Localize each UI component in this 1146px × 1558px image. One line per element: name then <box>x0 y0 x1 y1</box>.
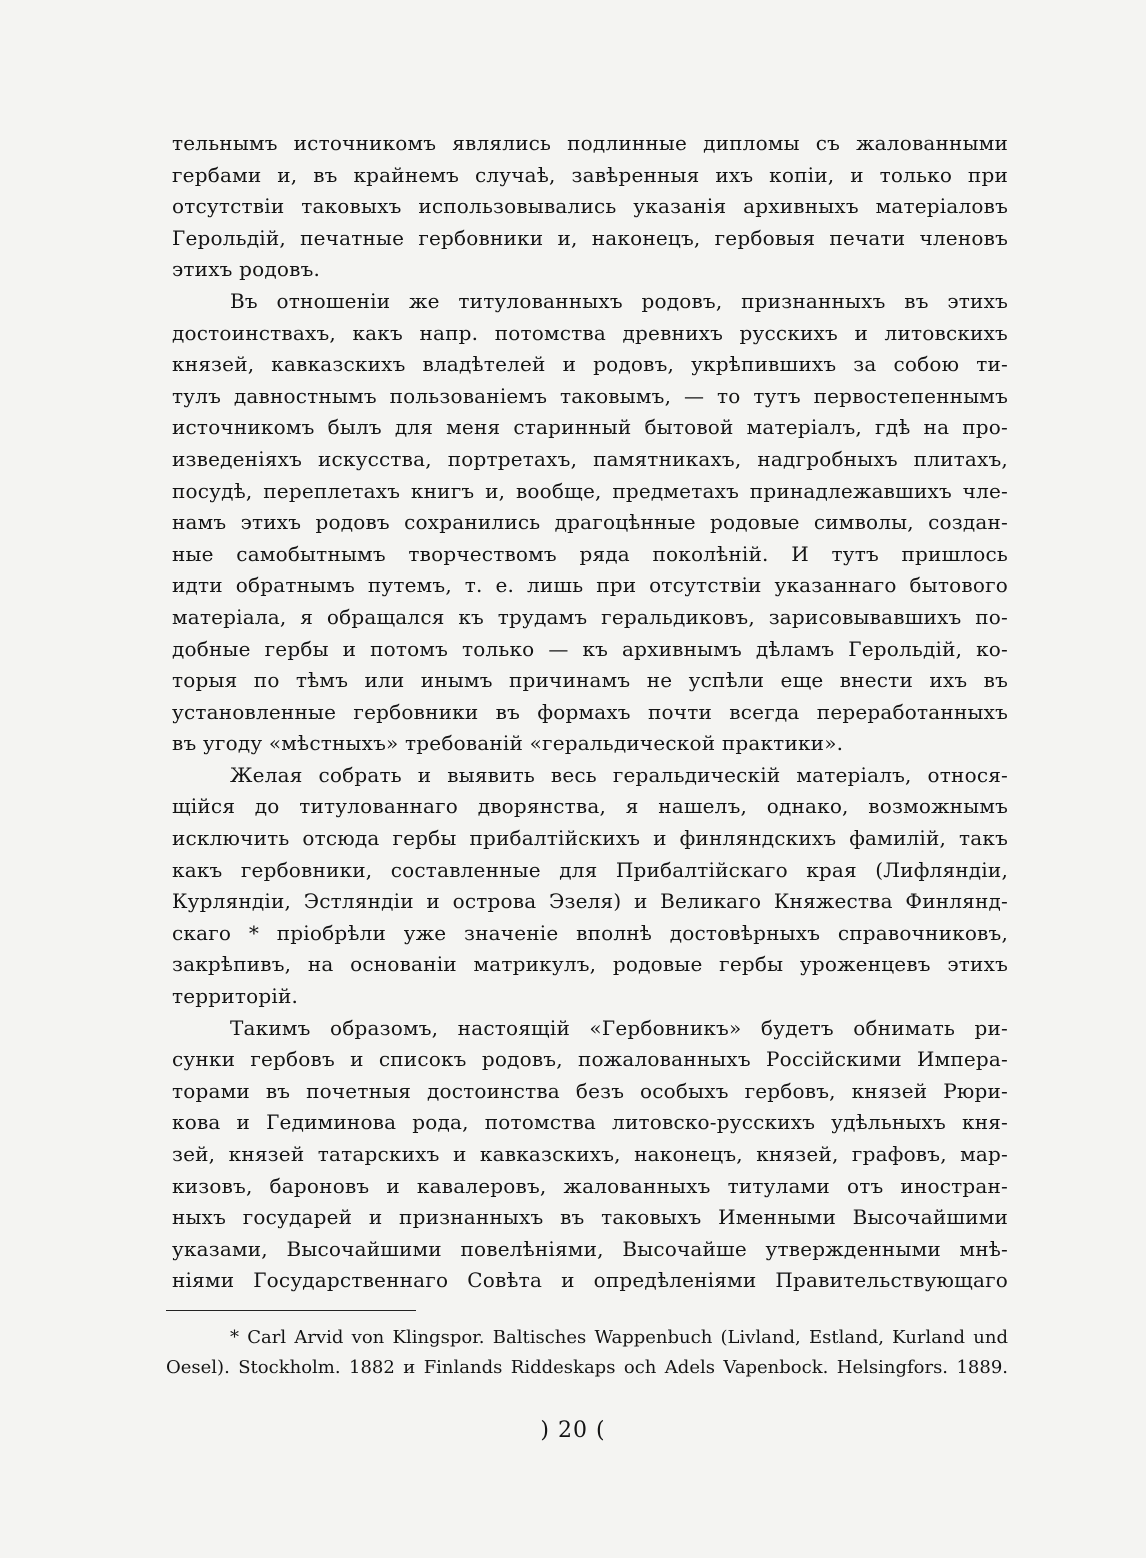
text-line: сунки гербовъ и списокъ родовъ, пожалованныхъ Россійскими Импера- <box>172 1047 1008 1072</box>
page-number: ) 20 ( <box>540 1418 606 1443</box>
text-line: торыя по тѣмъ или инымъ причинамъ не успѣли еще внести ихъ въ <box>172 668 1008 693</box>
text-line: отсутствіи таковыхъ использовывались указанія архивныхъ матеріаловъ <box>172 194 1008 219</box>
text-line: намъ этихъ родовъ сохранились драгоцѣнные родовые символы, создан- <box>172 510 1008 535</box>
text-line: князей, кавказскихъ владѣтелей и родовъ, укрѣпившихъ за собою ти- <box>172 352 1008 377</box>
text-line: щійся до титулованнаго дворянства, я нашелъ, однако, возможнымъ <box>172 794 1008 819</box>
text-line: посудѣ, переплетахъ книгъ и, вообще, предметахъ принадлежавшихъ чле- <box>172 478 1008 503</box>
text-line: тельнымъ источникомъ являлись подлинные дипломы съ жалованными <box>172 131 1008 155</box>
text-line: установленные гербовники въ формахъ почти всегда переработанныхъ <box>172 699 1008 724</box>
text-line: гербами и, въ крайнемъ случаѣ, завѣренныя ихъ копіи, и только при <box>172 162 1008 187</box>
text-line: тулъ давностнымъ пользованіемъ таковымъ, — то тутъ первостепеннымъ <box>172 383 1008 408</box>
text-line: торами въ почетныя достоинства безъ особыхъ гербовъ, князей Рюри- <box>172 1078 1008 1103</box>
text-line: закрѣпивъ, на основаніи матрикулъ, родовые гербы уроженцевъ этихъ <box>172 952 1008 977</box>
text-line: матеріала, я обращался къ трудамъ геральдиковъ, зарисовывавшихъ по- <box>172 604 1008 629</box>
text-line: Въ отношеніи же титулованныхъ родовъ, признанныхъ въ этихъ <box>230 288 1008 313</box>
text-line: достоинствахъ, какъ напр. потомства древнихъ русскихъ и литовскихъ <box>172 320 1008 345</box>
text-line: территорій. <box>172 984 299 1009</box>
text-line: ные самобытнымъ творчествомъ ряда поколѣній. И тутъ пришлось <box>172 541 1008 566</box>
text-line: кова и Гедиминова рода, потомства литовско-русскихъ удѣльныхъ кня- <box>172 1110 1008 1135</box>
text-line: идти обратнымъ путемъ, т. е. лишь при отсутствіи указаннаго бытового <box>172 573 1008 598</box>
text-line: изведеніяхъ искусства, портретахъ, памятникахъ, надгробныхъ плитахъ, <box>172 446 1008 471</box>
text-line: источникомъ былъ для меня старинный бытовой матеріалъ, гдѣ на про- <box>172 415 1008 440</box>
text-line: ныхъ государей и признанныхъ въ таковыхъ Именными Высочайшими <box>172 1205 1008 1230</box>
footnote-line: Oesel). Stockholm. 1882 и Finlands Riddeskaps och Adels Vapenbock. Helsingfors. 1889. <box>166 1357 1008 1378</box>
text-line: Курляндіи, Эстляндіи и острова Эзеля) и Великаго Княжества Финлянд- <box>172 889 1008 914</box>
footnote <box>166 1323 1008 1383</box>
text-line: зей, князей татарскихъ и кавказскихъ, наконецъ, князей, графовъ, мар- <box>172 1142 1008 1166</box>
text-line: указами, Высочайшими повелѣніями, Высочайше утвержденными мнѣ- <box>172 1236 1008 1261</box>
footnote-line: * Carl Arvid von Klingspor. Baltisches Wappenbuch (Livland, Estland, Kurland und <box>230 1327 1008 1348</box>
text-line: какъ гербовники, составленные для Прибалтійскаго края (Лифляндіи, <box>172 857 1008 882</box>
text-line: кизовъ, бароновъ и кавалеровъ, жалованныхъ титулами отъ иностран- <box>172 1173 1008 1198</box>
text-line: добные гербы и потомъ только — къ архивнымъ дѣламъ Герольдій, ко- <box>172 636 1008 661</box>
footnote-divider <box>166 1310 416 1311</box>
text-line: скаго * пріобрѣли уже значеніе вполнѣ достовѣрныхъ справочниковъ, <box>172 920 1008 945</box>
text-line: Желая собрать и выявить весь геральдическій матеріалъ, относя- <box>230 762 1008 787</box>
body-text <box>172 128 1008 1297</box>
text-line: Такимъ образомъ, настоящій «Гербовникъ» будетъ обнимать ри- <box>230 1015 1008 1040</box>
text-line: исключить отсюда гербы прибалтійскихъ и финляндскихъ фамилій, такъ <box>172 826 1008 851</box>
text-line: этихъ родовъ. <box>172 257 321 282</box>
text-line: Герольдій, печатные гербовники и, наконецъ, гербовыя печати членовъ <box>172 225 1008 250</box>
text-line: ніями Государственнаго Совѣта и опредѣленіями Правительствующаго <box>172 1268 1008 1293</box>
text-line: въ угоду «мѣстныхъ» требованій «геральдической практики». <box>172 731 844 756</box>
